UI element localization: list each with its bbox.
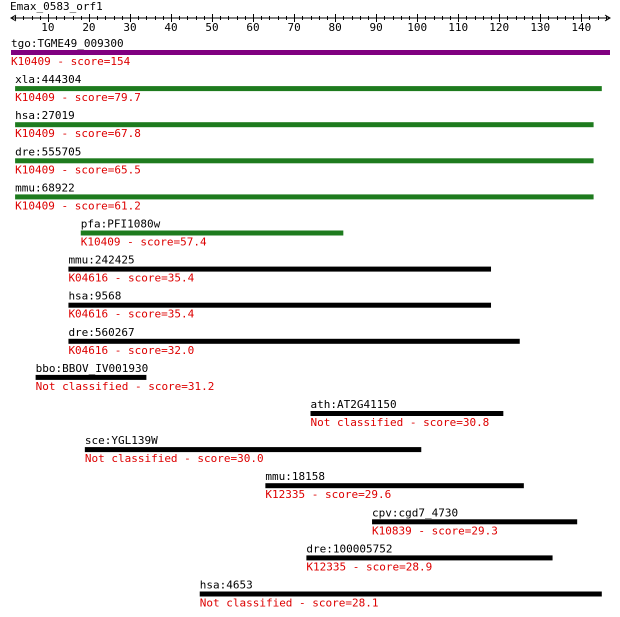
hit-ko-score: K04616 - score=35.4 [68,271,195,285]
hit-name[interactable]: xla:444304 [15,73,82,87]
hit-ko-score: K10409 - score=67.8 [15,127,141,141]
axis-tick-label: 120 [489,21,510,34]
hit-name[interactable]: bbo:BBOV_IV001930 [35,361,149,375]
hit-name[interactable]: hsa:4653 [199,578,253,592]
hit-row[interactable] [11,37,610,68]
hit-ko-score: K10409 - score=154 [11,55,131,68]
axis-tick-label: 90 [369,21,383,34]
hit-ko-score: K10409 - score=65.5 [15,163,141,177]
position-axis [11,14,610,34]
hit-ko-score: K10839 - score=29.3 [372,524,498,538]
hit-name[interactable]: hsa:27019 [15,109,75,123]
hit-ko-score: K12335 - score=29.6 [265,488,392,502]
axis-tick-label: 50 [205,21,219,34]
hit-name[interactable]: cpv:cgd7_4730 [372,506,459,520]
hit-row[interactable] [311,398,504,429]
hit-row[interactable] [372,506,577,537]
hit-ko-score: K10409 - score=57.4 [80,235,207,249]
hit-ko-score: K04616 - score=32.0 [68,343,195,357]
hit-name[interactable]: dre:100005752 [306,542,393,556]
hit-row[interactable] [15,145,593,176]
hit-ko-score: K10409 - score=61.2 [15,199,141,213]
axis-tick-label: 110 [448,21,469,34]
hit-ko-score: Not classified - score=30.0 [84,452,264,466]
hit-row[interactable] [15,73,602,104]
hit-name[interactable]: ath:AT2G41150 [310,398,397,411]
hit-name[interactable]: mmu:242425 [68,253,135,267]
hit-row[interactable] [85,434,421,465]
hit-row[interactable] [265,470,523,501]
hit-ko-score: Not classified - score=31.2 [35,379,215,393]
hit-ko-score: K10409 - score=79.7 [15,91,141,105]
hit-row[interactable] [81,218,344,249]
hit-ko-score: Not classified - score=28.1 [199,596,379,610]
hit-row[interactable] [200,579,602,610]
axis-tick-label: 20 [82,21,96,34]
hit-name[interactable]: mmu:68922 [15,181,75,195]
axis-tick-label: 80 [328,21,342,34]
hit-row[interactable] [306,542,552,573]
hit-list [11,37,610,610]
axis-tick-label: 10 [41,21,55,34]
axis-tick-label: 140 [571,21,592,34]
hit-row[interactable] [36,362,215,393]
hit-ko-score: Not classified - score=30.8 [310,416,490,429]
axis-tick-label: 30 [123,21,137,34]
hit-row[interactable] [15,181,593,212]
hit-name[interactable]: dre:560267 [68,325,135,339]
hit-name[interactable]: hsa:9568 [68,289,122,303]
hit-row[interactable] [68,290,491,321]
hit-name[interactable]: tgo:TGME49_009300 [11,37,124,50]
hit-ko-score: K04616 - score=35.4 [68,307,195,321]
hit-ko-score: K12335 - score=28.9 [306,560,433,574]
axis-tick-label: 100 [407,21,428,34]
sequence-title: Emax_0583_orf1 [10,0,103,13]
hit-row[interactable] [68,254,491,285]
hit-name[interactable]: sce:YGL139W [84,434,158,448]
hit-row[interactable] [68,326,519,357]
axis-tick-label: 40 [164,21,178,34]
hit-name[interactable]: mmu:18158 [265,470,325,484]
hit-name[interactable]: dre:555705 [15,145,82,159]
axis-tick-label: 130 [530,21,551,34]
hit-row[interactable] [15,109,593,140]
axis-tick-label: 70 [287,21,301,34]
axis-tick-label: 60 [246,21,260,34]
hit-name[interactable]: pfa:PFI1080w [80,217,161,231]
